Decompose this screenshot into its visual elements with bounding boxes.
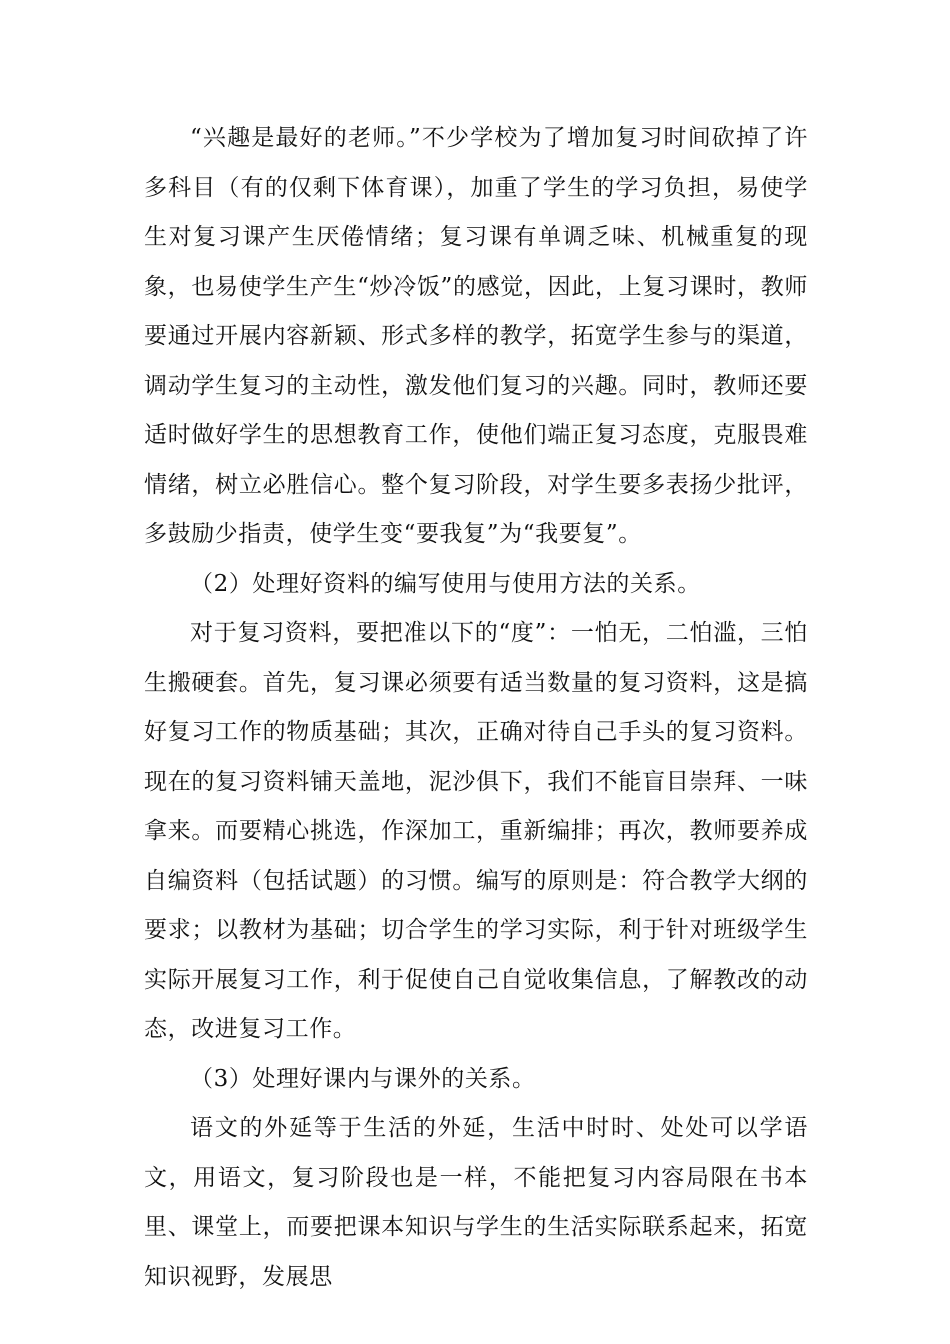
heading-materials: （2）处理好资料的编写使用与使用方法的关系。 — [190, 570, 701, 597]
document-body — [144, 114, 808, 1302]
paragraph-materials: 对于复习资料，要把准以下的“度”：一怕无，二怕滥，三怕生搬硬套。首先，复习课必须要有适当数量的复习资料，这是搞好复习工作的物质基础；其次，正确对待自己手头的复习资料。现在的复习资料铺天盖地，泥沙俱下，我们不能盲目崇拜、一味拿来。而要精心挑选，作深加工，重新编排；再次，教师要养成自编资料（包括试题）的习惯。编写的原则是：符合教学大纲的要求；以教材为基础；切合学生的学习实际，利于针对班级学生实际开展复习工作，利于促使自己自觉收集信息，了解教改的动态，改进复习工作。 — [144, 620, 808, 1042]
heading-inside-outside-class: （3）处理好课内与课外的关系。 — [190, 1065, 536, 1092]
paragraph-interest: “兴趣是最好的老师。”不少学校为了增加复习时间砍掉了许多科目（有的仅剩下体育课），加重了学生的学习负担，易使学生对复习课产生厌倦情绪；复习课有单调乏味、机械重复的现象，也易使学生产生“炒冷饭”的感觉，因此，上复习课时，教师要通过开展内容新颖、形式多样的教学，拓宽学生参与的渠道，调动学生复习的主动性，激发他们复习的兴趣。同时，教师还要适时做好学生的思想教育工作，使他们端正复习态度，克服畏难情绪，树立必胜信心。整个复习阶段，对学生要多表扬少批评，多鼓励少指责，使学生变“要我复”为“我要复”。 — [144, 125, 808, 547]
paragraph-inside-outside-class: 语文的外延等于生活的外延，生活中时时、处处可以学语文，用语文，复习阶段也是一样，不能把复习内容局限在书本里、课堂上，而要把课本知识与学生的生活实际联系起来，拓宽知识视野，发展思 — [144, 1115, 808, 1290]
